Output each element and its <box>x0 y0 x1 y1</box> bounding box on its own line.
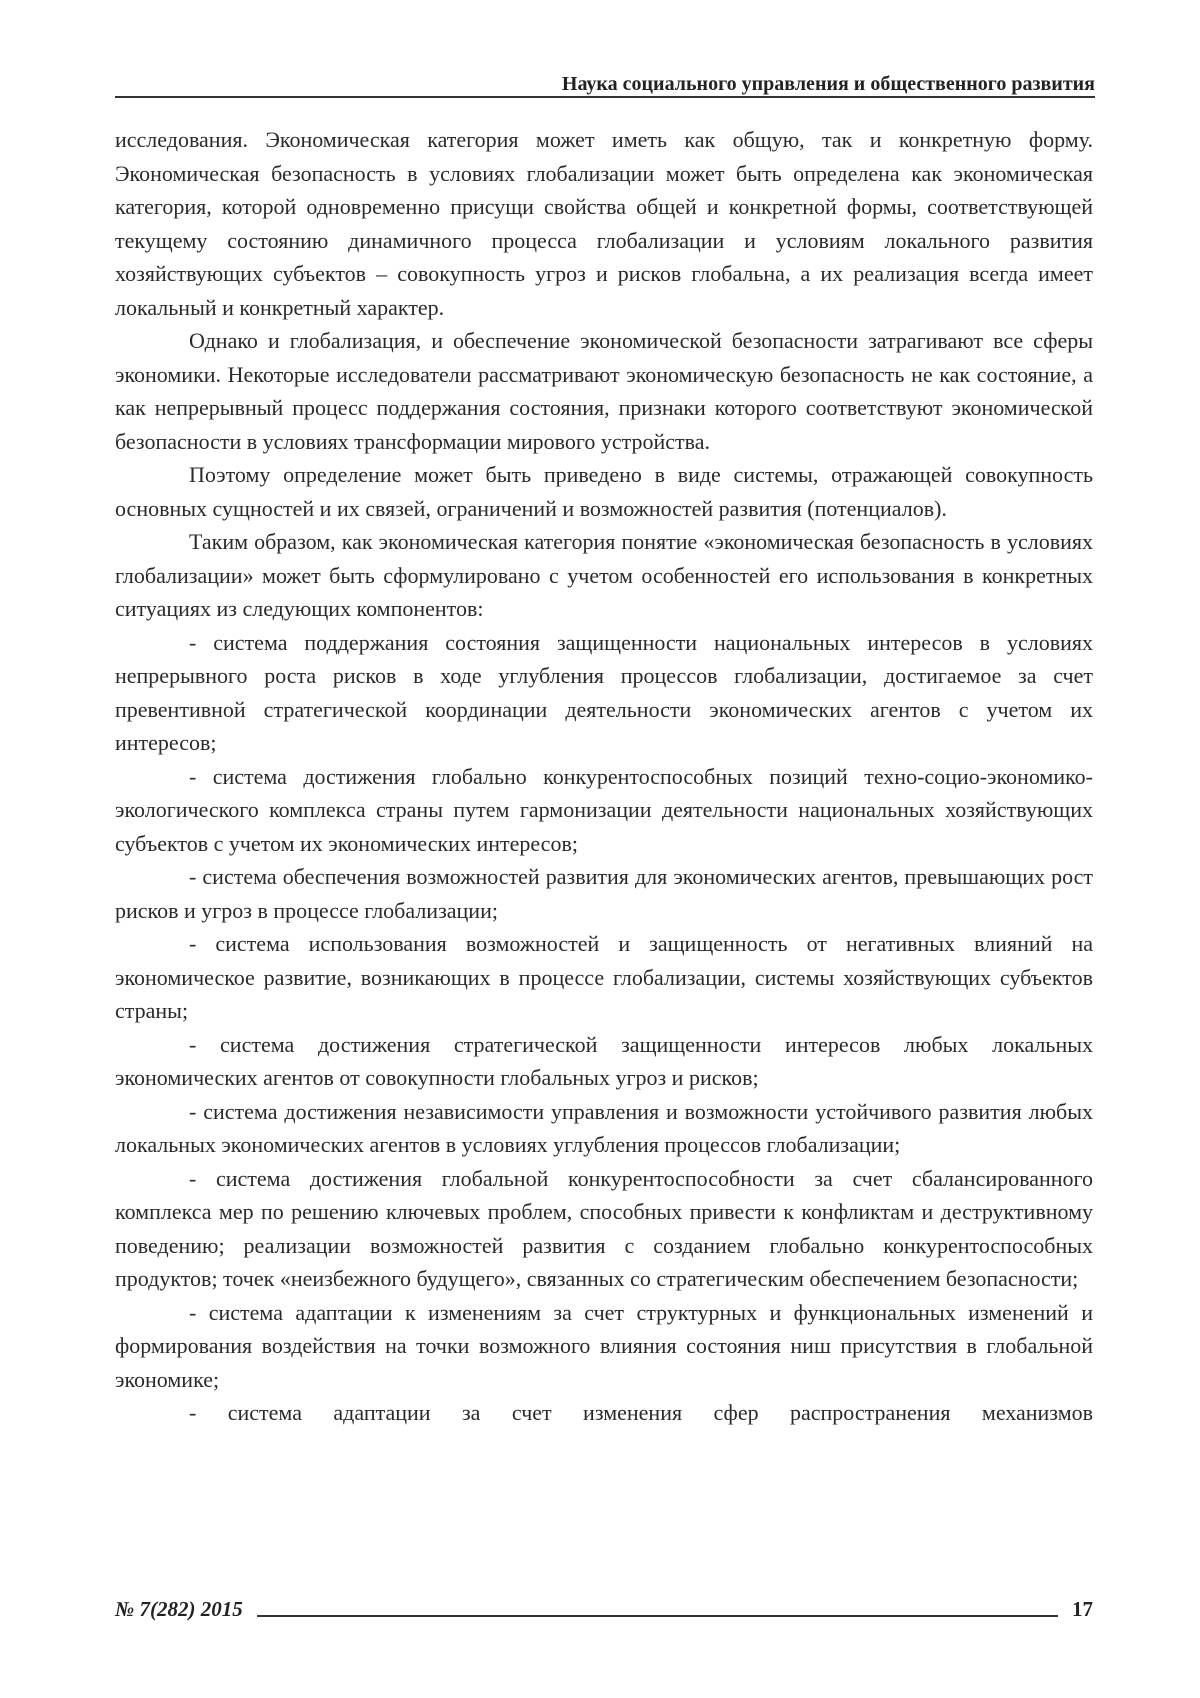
list-item: - система достижения стратегической защищенности интересов любых локальных экономических агентов от совокупности глобальных угроз и рисков; <box>115 1028 1093 1095</box>
issue-number: № 7(282) 2015 <box>115 1597 243 1622</box>
list-item: - система адаптации к изменениям за счет структурных и функциональных изменений и формирования воздействия на точки возможного влияния состояния ниш присутствия в глобальной экономике; <box>115 1296 1093 1397</box>
list-item: - система использования возможностей и защищенность от негативных влияний на экономическое развитие, возникающих в процессе глобализации, системы хозяйствующих субъектов страны; <box>115 927 1093 1028</box>
list-item: - система поддержания состояния защищенности национальных интересов в условиях непрерывного роста рисков в ходе углубления процессов глобализации, достигаемое за счет превентивной стратегической координации деятельности экономических агентов с учетом их интересов; <box>115 626 1093 760</box>
list-item: - система достижения глобальной конкурентоспособности за счет сбалансированного комплекса мер по решению ключевых проблем, способных привести к конфликтам и деструктивному поведению; реализации возможностей развития с созданием глобально конкурентоспособных продуктов; точек «неизбежного будущего», связанных со стратегическим обеспечением безопасности; <box>115 1162 1093 1296</box>
footer-divider <box>257 1615 1058 1617</box>
paragraph: исследования. Экономическая категория может иметь как общую, так и конкретную форму. Экономическая безопасность в условиях глобализации может быть определена как экономическая категория, которой одновременно присущи свойства общей и конкретной формы, соответствующей текущему состоянию динамичного процесса глобализации и условиям локального развития хозяйствующих субъектов – совокупность угроз и рисков глобальна, а их реализация всегда имеет локальный и конкретный характер. <box>115 123 1093 324</box>
page-footer <box>115 1592 1093 1622</box>
list-item: - система обеспечения возможностей развития для экономических агентов, превышающих рост рисков и угроз в процессе глобализации; <box>115 860 1093 927</box>
header-divider <box>115 96 1095 98</box>
paragraph: Однако и глобализация, и обеспечение экономической безопасности затрагивают все сферы экономики. Некоторые исследователи рассматривают экономическую безопасность не как состояние, а как непрерывный процесс поддержания состояния, признаки которого соответствуют экономической безопасности в условиях трансформации мирового устройства. <box>115 324 1093 458</box>
running-header: Наука социального управления и общественного развития <box>115 72 1095 96</box>
list-item: - система адаптации за счет изменения сфер распространения механизмов <box>115 1396 1093 1430</box>
page-number: 17 <box>1072 1597 1093 1622</box>
paragraph: Таким образом, как экономическая категория понятие «экономическая безопасность в условиях глобализации» может быть сформулировано с учетом особенностей его использования в конкретных ситуациях из следующих компонентов: <box>115 525 1093 626</box>
list-item: - система достижения глобально конкурентоспособных позиций техно-социо-экономико-экологического комплекса страны путем гармонизации деятельности национальных хозяйствующих субъектов с учетом их экономических интересов; <box>115 760 1093 861</box>
list-item: - система достижения независимости управления и возможности устойчивого развития любых локальных экономических агентов в условиях углубления процессов глобализации; <box>115 1095 1093 1162</box>
paragraph: Поэтому определение может быть приведено в виде системы, отражающей совокупность основных сущностей и их связей, ограничений и возможностей развития (потенциалов). <box>115 458 1093 525</box>
article-body <box>115 123 1093 1430</box>
